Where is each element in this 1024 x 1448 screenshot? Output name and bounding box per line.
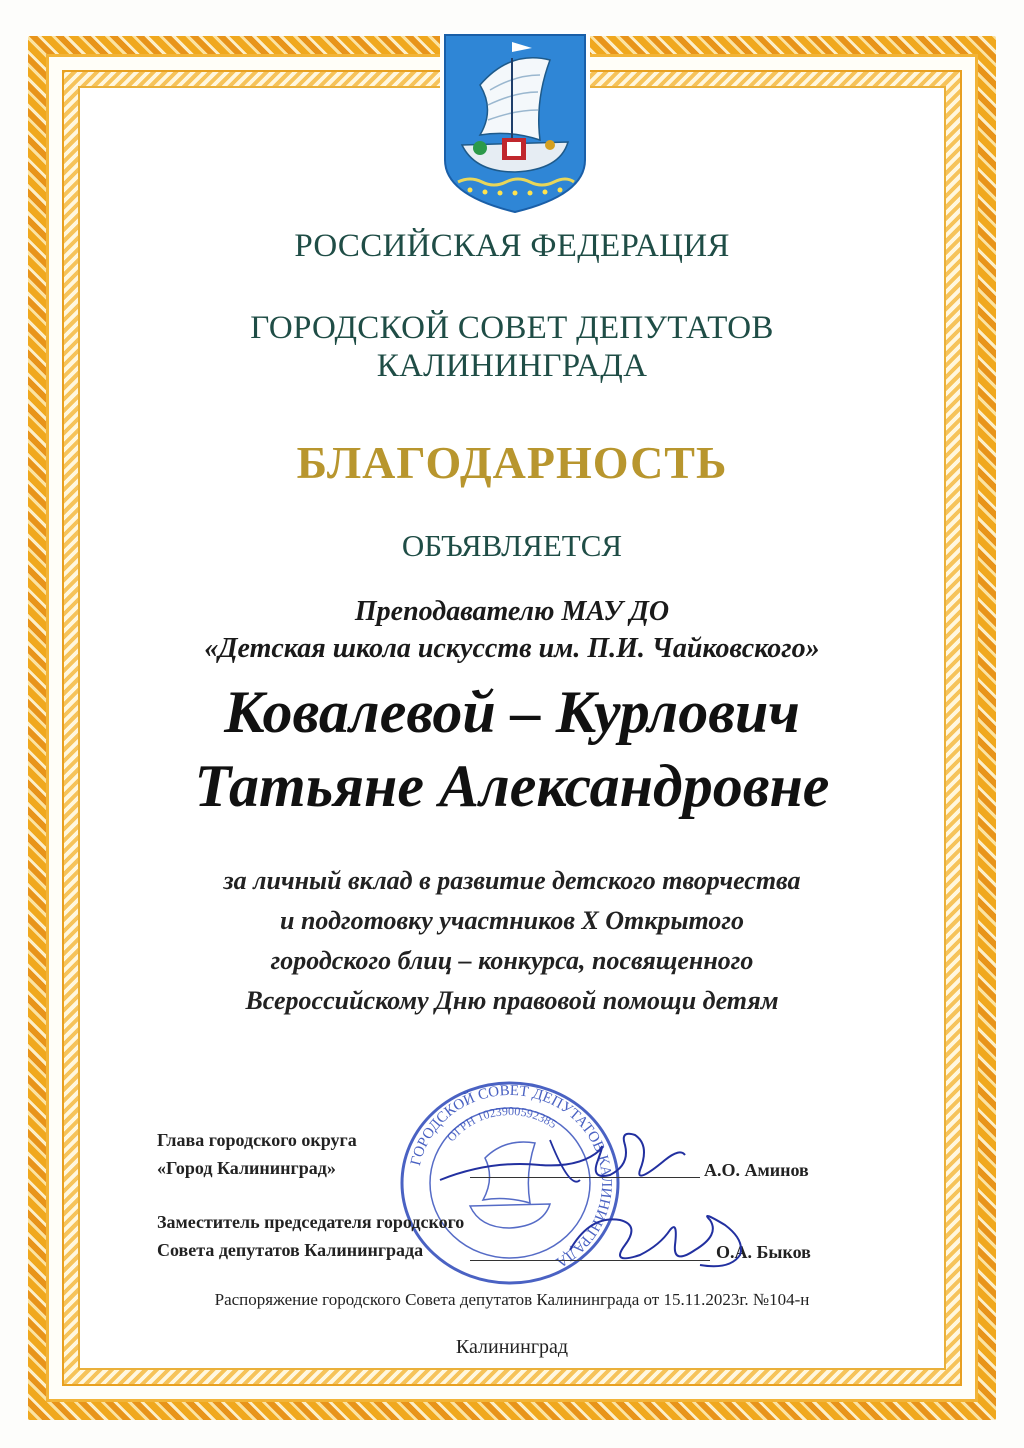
council-heading-line1: ГОРОДСКОЙ СОВЕТ ДЕПУТАТОВ xyxy=(250,310,774,346)
certificate-title: БЛАГОДАРНОСТЬ xyxy=(296,437,728,488)
second-signer-title-line2: Совета депутатов Калининграда xyxy=(157,1240,424,1260)
second-signer-name: О.А. Быков xyxy=(716,1242,811,1262)
recipient-position-line1: Преподавателю МАУ ДО xyxy=(354,596,670,627)
announce-label: ОБЪЯВЛЯЕТСЯ xyxy=(401,528,623,563)
council-heading-line2: КАЛИНИНГРАДА xyxy=(376,348,648,384)
first-signer-title-line1: Глава городского округа xyxy=(157,1130,357,1150)
stamp-ogrn-text: ОГРН 1023900592385 xyxy=(444,1103,560,1145)
recipient-name-line2: Татьяне Александровне xyxy=(194,753,830,819)
decree-reference: Распоряжение городского Совета депутатов Калининграда от 15.11.2023г. №104-н xyxy=(214,1290,810,1309)
issue-city: Калининград xyxy=(455,1336,569,1358)
reason-line: городского блиц – конкурса, посвященного xyxy=(270,946,754,975)
reason-line: за личный вклад в развитие детского творчества xyxy=(223,866,801,895)
stamp-ring-text: ГОРОДСКОЙ СОВЕТ ДЕПУТАТОВ КАЛИНИНГРАДА xyxy=(407,1082,615,1271)
first-signer-title-line2: «Город Калининград» xyxy=(157,1158,336,1178)
recipient-position-line2: «Детская школа искусств им. П.И. Чайковского» xyxy=(204,633,820,664)
reason-line: Всероссийскому Дню правовой помощи детям xyxy=(245,986,779,1015)
second-signer-title-line1: Заместитель председателя городского xyxy=(157,1212,465,1232)
country-heading: РОССИЙСКАЯ ФЕДЕРАЦИЯ xyxy=(294,228,730,264)
recipient-name-line1: Ковалевой – Курлович xyxy=(224,679,800,745)
second-handwritten-signature xyxy=(560,1195,750,1275)
kaliningrad-coat-of-arms-icon xyxy=(440,30,590,215)
first-signer-name: А.О. Аминов xyxy=(704,1160,809,1180)
first-handwritten-signature xyxy=(430,1120,690,1200)
reason-line: и подготовку участников Х Открытого xyxy=(280,906,744,935)
